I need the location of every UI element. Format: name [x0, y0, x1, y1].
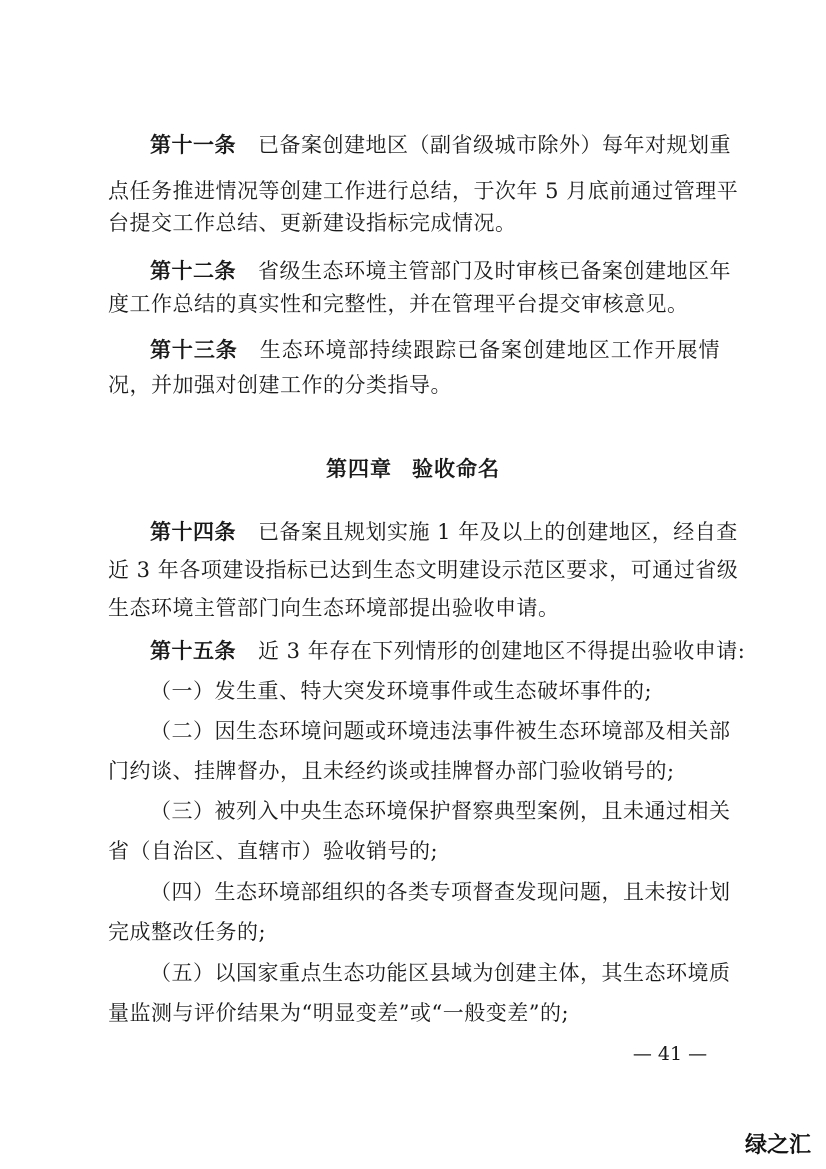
article-15-item-4-line-2: 完成整改任务的; — [108, 920, 267, 944]
article-15-item-2-line-1: （二）因生态环境问题或环境违法事件被生态环境部及相关部 — [150, 719, 731, 743]
chapter-title: 验收命名 — [412, 457, 500, 481]
article-11-line-1: 第十一条 已备案创建地区（副省级城市除外）每年对规划重 — [150, 133, 731, 157]
article-15-label: 第十五条 — [150, 639, 236, 663]
article-14-line-2: 近 3 年各项建设指标已达到生态文明建设示范区要求，可通过省级 — [108, 558, 739, 582]
watermark-logo: 绿之汇 — [738, 1127, 818, 1159]
article-12-label: 第十二条 — [150, 259, 236, 283]
chapter-heading — [0, 455, 826, 483]
article-15-item-3-line-1: （三）被列入中央生态环境保护督察典型案例，且未通过相关 — [150, 799, 731, 823]
chapter-number: 第四章 — [326, 457, 392, 481]
article-15-item-2-line-2: 门约谈、挂牌督办，且未经约谈或挂牌督办部门验收销号的; — [108, 759, 675, 783]
article-14-line-1: 第十四条 已备案且规划实施 1 年及以上的创建地区，经自查 — [150, 520, 738, 544]
article-13-label: 第十三条 — [150, 338, 238, 362]
article-15-line-1: 第十五条 近 3 年存在下列情形的创建地区不得提出验收申请: — [150, 639, 746, 663]
article-11-line-3: 台提交工作总结、更新建设指标完成情况。 — [108, 211, 517, 235]
article-11-line-2: 点任务推进情况等创建工作进行总结，于次年 5 月底前通过管理平 — [108, 179, 739, 203]
article-15-item-4-line-1: （四）生态环境部组织的各类专项督查发现问题，且未按计划 — [150, 880, 731, 904]
article-14-label: 第十四条 — [150, 520, 236, 544]
article-13-line-1: 第十三条 生态环境部持续跟踪已备案创建地区工作开展情 — [150, 338, 720, 362]
article-15-item-1-line-1: （一）发生重、特大突发环境事件或生态破坏事件的; — [150, 679, 653, 703]
article-15-item-3-line-2: 省（自治区、直辖市）验收销号的; — [108, 839, 439, 863]
article-14-line-3: 生态环境主管部门向生态环境部提出验收申请。 — [108, 596, 560, 620]
article-12-line-2: 度工作总结的真实性和完整性，并在管理平台提交审核意见。 — [108, 292, 689, 316]
article-11-label: 第十一条 — [150, 133, 236, 157]
page-number: — 41 — — [632, 1043, 708, 1065]
article-13-line-2: 况，并加强对创建工作的分类指导。 — [108, 373, 452, 397]
article-12-line-1: 第十二条 省级生态环境主管部门及时审核已备案创建地区年 — [150, 259, 731, 283]
article-15-item-5-line-1: （五）以国家重点生态功能区县域为创建主体，其生态环境质 — [150, 961, 731, 985]
article-15-item-5-line-2: 量监测与评价结果为“明显变差”或“一般变差”的; — [108, 1001, 570, 1025]
